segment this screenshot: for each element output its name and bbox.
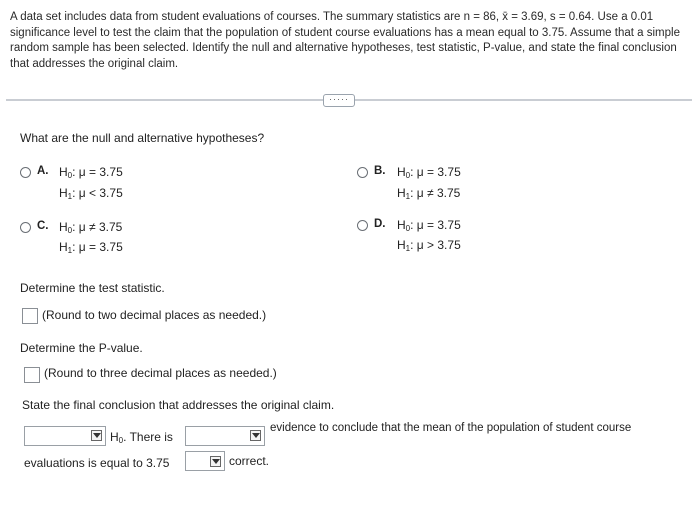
dropdown-arrow-icon xyxy=(250,430,261,441)
option-d-radio[interactable] xyxy=(357,220,368,231)
test-statistic-label: Determine the test statistic. xyxy=(20,281,165,295)
conclusion-correct-text: correct. xyxy=(229,454,270,468)
p-value-input[interactable] xyxy=(24,367,40,383)
option-a-letter: A. xyxy=(37,165,49,177)
option-a-h0: $H_0$: μ = 3.75 xyxy=(59,165,123,180)
option-c-radio[interactable] xyxy=(20,222,31,233)
option-b-h1: $H_1$: μ ≠ 3.75 xyxy=(397,186,461,201)
p-value-hint: (Round to three decimal places as needed.) xyxy=(44,366,277,380)
hypotheses-question: What are the null and alternative hypotheses? xyxy=(20,131,265,145)
option-b-radio[interactable] xyxy=(357,167,368,178)
option-c-letter: C. xyxy=(37,220,49,232)
conclusion-decision-dropdown[interactable] xyxy=(24,426,106,446)
option-b-letter: B. xyxy=(374,165,386,177)
option-c-h1: $H_1$: μ = 3.75 xyxy=(59,240,123,255)
dropdown-arrow-icon xyxy=(91,430,102,441)
problem-statement: A data set includes data from student evaluations of courses. The summary statistics are n = 86, x̄ = 3.69, s = 0.64. Use a 0.01 significance level to test the claim that the population of student course evaluations has a mean equal to 3.75. Assume that a simple random sample has been selected. Identify the null and alternative hypotheses, test statistic, P-value, and state the final conclusion that addresses the original claim. xyxy=(10,11,680,70)
expand-button[interactable]: ····· xyxy=(323,94,355,107)
conclusion-label: State the final conclusion that addresses the original claim. xyxy=(22,398,335,412)
conclusion-claim-dropdown[interactable] xyxy=(185,451,225,471)
option-b-h0: $H_0$: μ = 3.75 xyxy=(397,165,461,180)
option-a-radio[interactable] xyxy=(20,167,31,178)
option-d-h0: $H_0$: μ = 3.75 xyxy=(397,218,461,233)
conclusion-line2-text: evaluations is equal to 3.75 xyxy=(24,456,170,470)
conclusion-evidence-text: evidence to conclude that the mean of the population of student course xyxy=(270,422,632,434)
option-a-h1: $H_1$: μ < 3.75 xyxy=(59,186,123,201)
conclusion-h0-text: $H_0$. There is xyxy=(110,430,173,445)
test-statistic-input[interactable] xyxy=(22,308,38,324)
conclusion-evidence-dropdown[interactable] xyxy=(185,426,265,446)
p-value-label: Determine the P-value. xyxy=(20,341,143,355)
test-statistic-hint: (Round to two decimal places as needed.) xyxy=(42,308,267,322)
option-d-letter: D. xyxy=(374,218,386,230)
option-c-h0: $H_0$: μ ≠ 3.75 xyxy=(59,220,123,235)
option-d-h1: $H_1$: μ > 3.75 xyxy=(397,238,461,253)
dropdown-arrow-icon xyxy=(210,456,221,467)
